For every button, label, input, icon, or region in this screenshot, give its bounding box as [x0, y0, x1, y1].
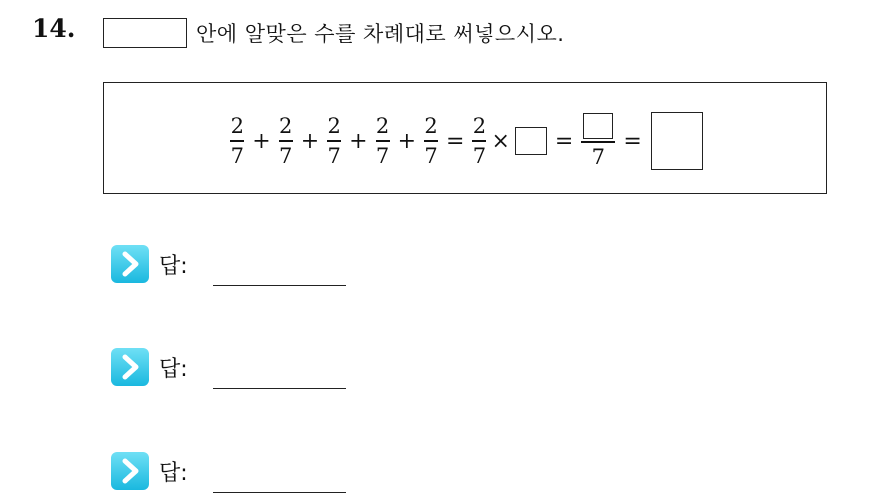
- equals-sign: =: [446, 128, 465, 154]
- plus-sign: +: [349, 128, 368, 154]
- denominator: 7: [327, 143, 341, 168]
- result-blank-box: [651, 112, 703, 170]
- equals-sign: =: [554, 128, 574, 154]
- fraction: [279, 114, 293, 167]
- chevron-right-icon: [111, 348, 149, 386]
- denominator: 7: [230, 143, 244, 168]
- equals-sign: =: [623, 128, 642, 154]
- numerator: 2: [327, 114, 341, 139]
- numerator: 2: [472, 114, 487, 139]
- denominator: 7: [591, 144, 605, 169]
- fraction: [230, 114, 244, 167]
- question-text: 안에 알맞은 수를 차례대로 써넣으시오.: [196, 22, 565, 46]
- answer-label: 답:: [159, 461, 188, 486]
- denominator: 7: [424, 143, 438, 168]
- numerator: 2: [230, 114, 244, 139]
- answer-line[interactable]: [213, 492, 346, 493]
- chevron-right-icon: [111, 452, 149, 490]
- answer-blank-box: [103, 18, 187, 48]
- denominator: 7: [279, 143, 293, 168]
- plus-sign: +: [252, 128, 271, 154]
- fraction: [424, 114, 438, 167]
- numerator: 2: [375, 114, 390, 139]
- fraction: [472, 114, 486, 167]
- multiplier-blank-box: [515, 127, 547, 155]
- numerator: 2: [424, 114, 438, 139]
- denominator: 7: [375, 143, 390, 168]
- question-number: 14.: [32, 14, 76, 43]
- answer-label: 답:: [159, 357, 188, 382]
- answer-label: 답:: [159, 254, 188, 279]
- chevron-right-icon: [111, 245, 149, 283]
- numerator: 2: [279, 114, 293, 139]
- plus-sign: +: [397, 128, 416, 154]
- plus-sign: +: [300, 128, 320, 154]
- equation-frame: [103, 82, 827, 194]
- fraction: [376, 114, 390, 167]
- fraction: [327, 114, 341, 167]
- denominator: 7: [472, 143, 487, 168]
- equation: [104, 109, 826, 173]
- numerator-blank-box: [583, 113, 613, 139]
- answer-line[interactable]: [213, 388, 346, 389]
- answer-line[interactable]: [213, 285, 346, 286]
- times-sign: ×: [491, 128, 510, 154]
- fraction-with-blank: [581, 113, 615, 168]
